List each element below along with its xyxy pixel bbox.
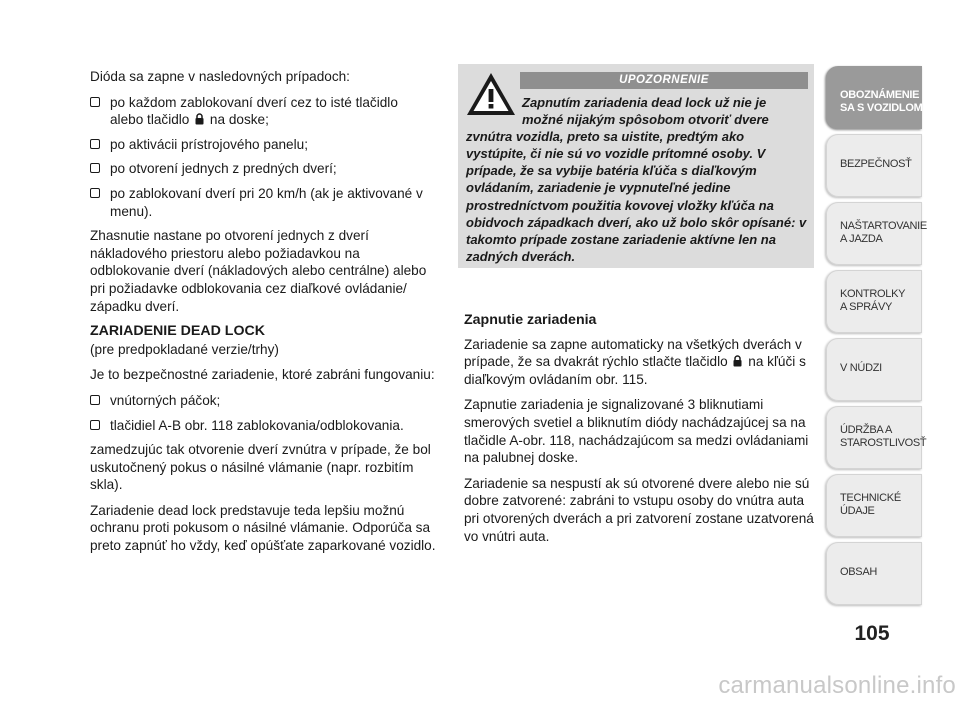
list-item: vnútorných páčok; [90,392,442,410]
checkbox-bullet-icon [90,188,100,198]
checkbox-bullet-icon [90,139,100,149]
list-item: tlačidiel A-B obr. 118 zablokovania/odblokovania. [90,417,442,435]
tab-udrzba[interactable]: ÚDRŽBA A STAROSTLIVOSŤ [826,406,922,469]
tab-nastartovanie[interactable]: NAŠTARTOVANIE A JAZDA [826,202,922,265]
checkbox-bullet-icon [90,395,100,405]
section-heading: Zapnutie zariadenia [464,312,597,328]
paragraph: Je to bezpečnostné zariadenie, ktoré zabráni fungovaniu: [90,367,435,383]
chapter-tabs [826,66,927,610]
page-number: 105 [854,622,890,645]
intro-text: Dióda sa zapne v nasledovných prípadoch: [90,69,350,84]
paragraph: Zariadenie sa zapne automaticky na všetkých dverách v prípade, že sa dvakrát rýchlo stlačte tlačidlo na kľúči s diaľkovým ovládaním obr. 115. [464,336,806,387]
paragraph: Zhasnutie nastane po otvorení jednych z dverí nákladového priestoru alebo požiadavkou na odblokovanie dverí (nákladových alebo centrálne) alebo pri požiadavke odblokovania cez diaľkové ovládanie/ západku dverí. [90,228,427,314]
tab-bezpecnost[interactable]: BEZPEČNOSŤ [826,134,922,197]
paragraph: Zapnutie zariadenia je signalizované 3 bliknutiami smerových svetiel a bliknutím diódy nachádzajúcej sa na tlačidle A-obr. 118, nachádzajúcom sa medzi ovládaniami na palubnej doske. [464,397,809,466]
checkbox-bullet-icon [90,97,100,107]
lock-icon [195,113,204,125]
list-item: po zablokovaní dverí pri 20 km/h (ak je aktivované v menu). [90,185,442,220]
watermark: carmanualsonline.info [718,672,956,699]
left-column [90,68,442,563]
list-item: po každom zablokovaní dverí cez to isté tlačidlo alebo tlačidlo na doske; [90,94,442,129]
list-item: po aktivácii prístrojového panelu; [90,136,442,154]
paragraph: Zariadenie sa nespustí ak sú otvorené dvere alebo nie sú dobre zatvorené: zabráni to vstupu osoby do vnútra auta pri otvorených dverách a pri zatvorení zostane uzatvorená vo vnútri auta. [464,475,814,544]
section-heading: ZARIADENIE DEAD LOCK [90,323,265,340]
tab-kontrolky[interactable]: KONTROLKY A SPRÁVY [826,270,922,333]
tab-technicke-udaje[interactable]: TECHNICKÉ ÚDAJE [826,474,922,537]
paragraph: zamedzujúc tak otvorenie dverí zvnútra v prípade, že bol uskutočnený pokus o násilné vlámanie (napr. rozbitím skla). [90,442,431,493]
tab-obsah[interactable]: OBSAH [826,542,922,605]
warning-text: Zapnutím zariadenia dead lock už nie je možné nijakým spôsobom otvoriť dvere zvnútra vozidla, preto sa uistite, predtým ako vystúpite, či nie sú vo vozidle prítomné osoby. V prípade, že sa vybije batéria kľúča s diaľkovým ovládaním, zariadenie je vypnuteľné jedine prostredníctvom použitia kovovej vložky kľúča na obidvoch západkach dverí, ako už bolo skôr opísané: v takomto prípade zostane zariadenie aktívne len na zadných dverách. [466,95,807,264]
lock-icon [733,355,742,367]
warning-title: UPOZORNENIE [520,72,808,89]
paragraph: Zariadenie dead lock predstavuje teda lepšiu možnú ochranu proti pokusom o násilné vlámanie. Odporúča sa preto zapnúť ho vždy, keď opúšťate zaparkované vozidlo. [90,502,436,554]
tab-oboznamenie[interactable]: OBOZNÁMENIE SA S VOZIDLOM [826,66,922,129]
tab-v-nudzi[interactable]: V NÚDZI [826,338,922,401]
section-subheading: (pre predpokladané verzie/trhy) [90,341,279,357]
checkbox-bullet-icon [90,420,100,430]
list-item: po otvorení jednych z predných dverí; [90,160,442,178]
right-column [464,312,814,553]
checkbox-bullet-icon [90,163,100,173]
